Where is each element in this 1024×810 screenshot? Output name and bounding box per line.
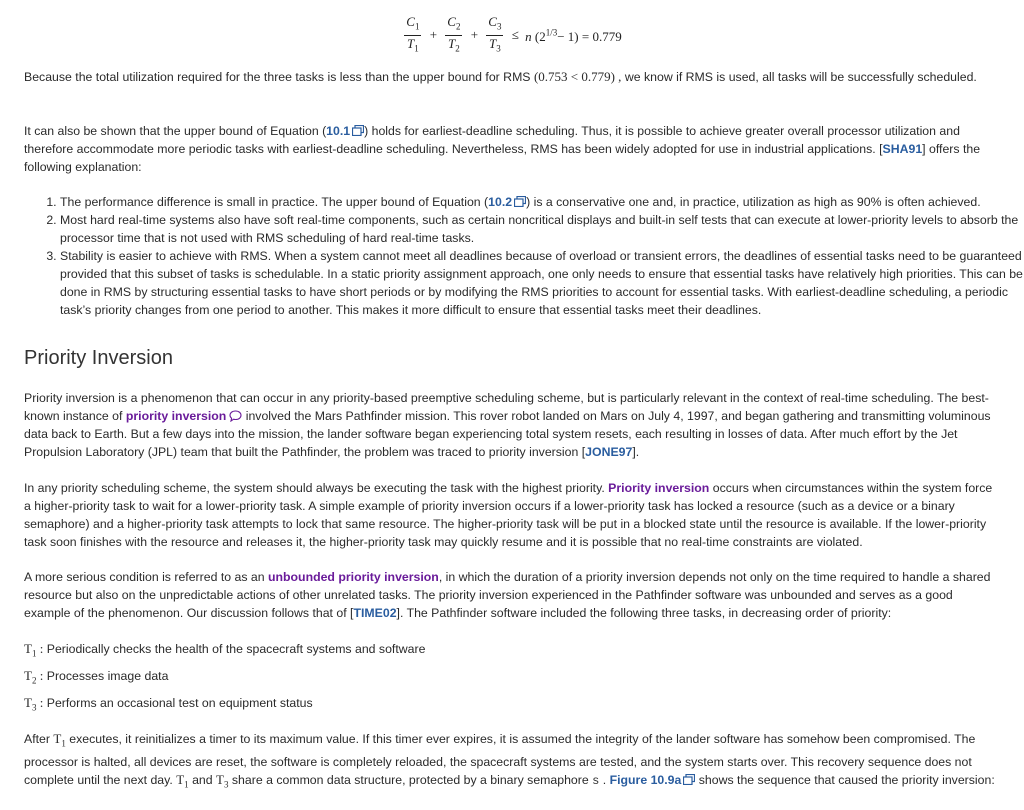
glossary-speech-bubble-icon[interactable] [229,410,242,422]
task-t2: $T_2$ : Processes image data [24,668,169,686]
popup-window-icon [514,196,526,207]
formula-rhs: n $(2^{1/3}- 1) = 0.779$ [525,27,622,45]
paragraph-unbounded-inversion: A more serious condition is referred to as an unbounded priority inversion, in which the duration of a priority inversion depends not only on the time required to handle a shared resource but also on the unpredictable actions of other unrelated tasks. The priority inversion experienced in the Pathfinder software was unbounded and serves as a good example of the phenomenon. Our discussion follows that of [TIME02]. The Pathfinder software included the following three tasks, in decreasing order of priority: [24,570,991,620]
paragraph-timer-reset: After $T_1$ executes, it reinitializes a timer to its maximum value. If this timer ever expires, it is assumed the integrity of the lander software has somehow been compromised. The processor is halted, all devices are reset, the software is completely reloaded, the spacecraft systems are tested, and the system starts over. This recovery sequence does not complete until the next day. $T_1$ and $T_3$ share a common data structure, protected by a binary semaphore s . Figure 10.9a shows the sequence that caused the priority inversion: [24,731,995,790]
term-unbounded-priority-inversion: unbounded priority inversion [268,570,439,584]
fraction-c1-t1: $\frac{C_1}{T_1}$ [406,14,420,54]
equation-10-1-link[interactable]: 10.1 [326,124,364,138]
popup-window-icon [683,774,695,785]
list-item: 3. Stability is easier to achieve with RMS. When a system cannot meet all deadlines because of overload or transient errors, the deadlines of essential tasks need to be guaranteed provided that this subset of tasks is schedulable. In a static priority assignment approach, one only needs to ensure that essential tasks have relatively high priorities. This can be done in RMS by structuring essential tasks to have short periods or by modifying the RMS priorities to account for essential tasks. With earliest-deadline scheduling, a periodic task’s priority changes from one period to another. This makes it more difficult to ensure that essential tasks meet their deadlines. [60,247,1024,319]
citation-time02[interactable]: TIME02 [353,606,397,620]
leq-sign: ≤ [511,27,519,43]
list-item: 1. The performance difference is small in practice. The upper bound of Equation (10.2 ) is a conservative one and, in practice, utilization as high as 90% is often achieved. [60,193,1024,211]
utilization-bound-formula [0,14,1024,56]
paragraph-priority-inversion-def: In any priority scheduling scheme, the system should always be executing the task with the highest priority. Priority inversion occurs when circumstances within the system force a higher-priority task to wait for a lower-priority task. A simple example of priority inversion occurs if a lower-priority task has locked a resource (such as a device or a binary semaphore) and a higher-priority task attempts to lock that same resource. The higher-priority task will be put in a blocked state until the resource is available. If the lower-priority task soon finishes with the resource and releases it, the higher-priority task may quickly resume and it is possible that no real-time constraints are violated. [24,481,993,549]
citation-jone97[interactable]: JONE97 [585,445,633,459]
list-item: 2. Most hard real-time systems also have soft real-time components, such as certain noncritical displays and built-in self tests that can execute at lower-priority levels to absorb the processor time that is not used with RMS scheduling of hard real-time tasks. [60,211,1024,247]
paragraph-rms-bound: Because the total utilization required for the three tasks is less than the upper bound for RMS (0.753 < 0.779) , we know if RMS is used, all tasks will be successfully scheduled. [24,69,977,84]
glossary-term-priority-inversion[interactable]: priority inversion [125,409,227,423]
task-t3: $T_3$ : Performs an occasional test on equipment status [24,695,313,713]
figure-10-9a-link[interactable]: Figure 10.9a [610,773,696,787]
paragraph-pathfinder-intro: Priority inversion is a phenomenon that can occur in any priority-based preemptive scheduling scheme, but is particularly relevant in the context of real-time scheduling. The best-known instance of priority inversion involved the Mars Pathfinder mission. This rover robot landed on Mars on July 4, 1997, and began gathering and transmitting voluminous data back to Earth. But a few days into the mission, the lander software began experiencing total system resets, each resulting in losses of data. After much effort by the Jet Propulsion Laboratory (JPL) team that built the Pathfinder, the problem was traced to priority inversion [JONE97]. [24,391,991,459]
paragraph-earliest-deadline: It can also be shown that the upper bound of Equation (10.1 ) holds for earliest-deadline scheduling. Thus, it is possible to achieve greater overall processor utilization and therefore accommodate more periodic tasks with earliest-deadline scheduling. Nevertheless, RMS has been widely adopted for use in industrial applications. [SHA91] offers the following explanation: [24,124,981,174]
term-priority-inversion: Priority inversion [608,481,710,495]
citation-sha91[interactable]: SHA91 [882,142,923,156]
equation-10-2-link[interactable]: 10.2 [488,195,526,209]
plus-sign: + [429,27,438,43]
plus-sign: + [470,27,479,43]
fraction-c3-t3: $\frac{C_3}{T_3}$ [488,14,502,54]
fraction-c2-t2: $\frac{C_2}{T_2}$ [447,14,461,54]
task-t1: $T_1$ : Periodically checks the health of the spacecraft systems and software [24,641,426,659]
section-heading-priority-inversion: Priority Inversion [24,347,173,369]
popup-window-icon [352,125,364,136]
rms-reasons-list [22,193,1024,319]
